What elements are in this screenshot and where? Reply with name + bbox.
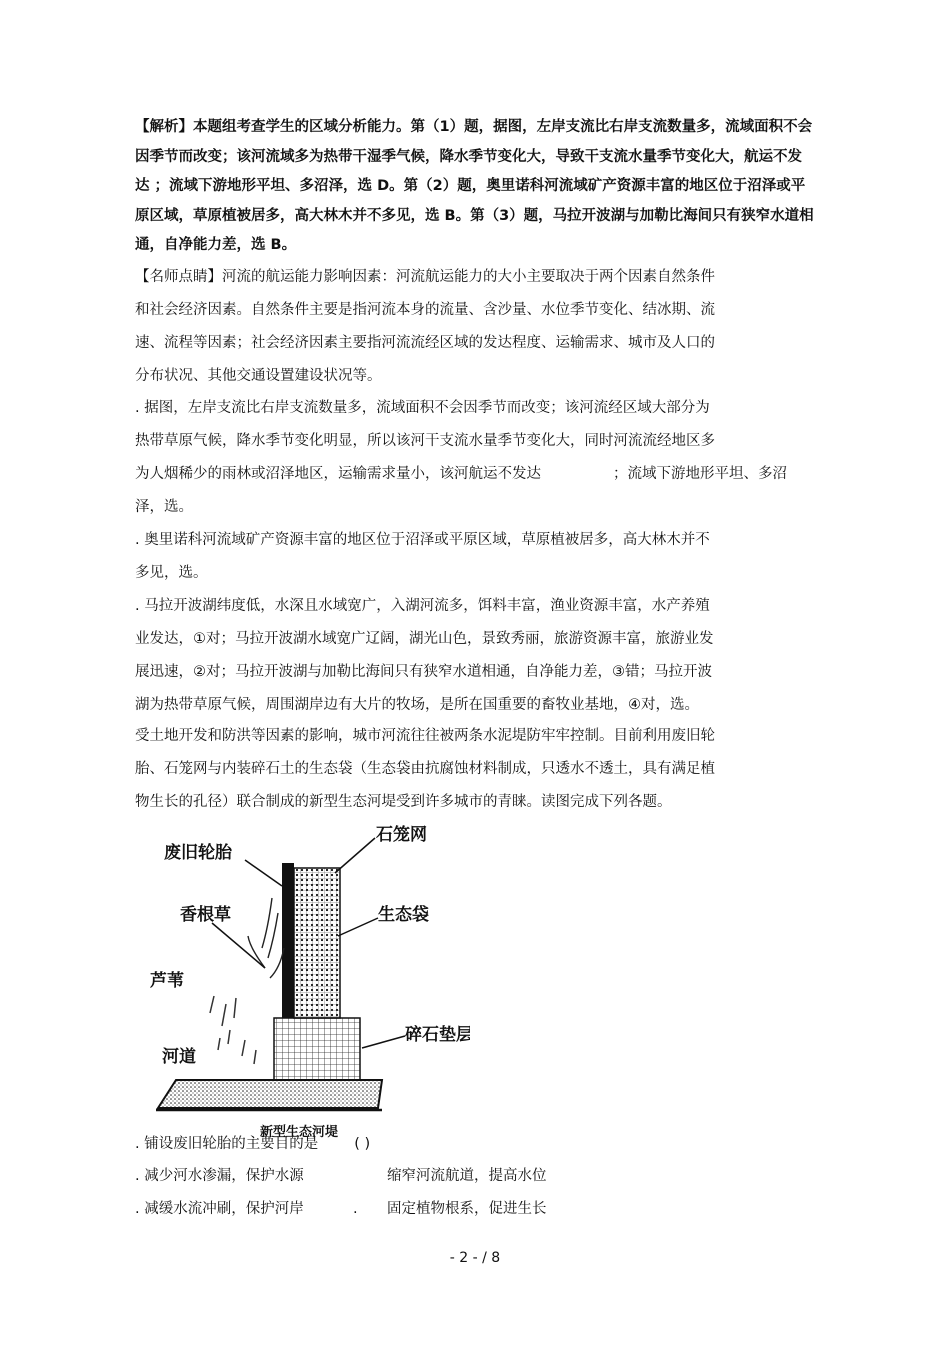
option-b[interactable]: 缩窄河流航道，提高水位 — [387, 1168, 547, 1184]
gabion-base — [274, 1018, 360, 1080]
options-row-1 — [135, 1166, 547, 1186]
analysis-line: 原区域，草原植被居多，高大林木并不多见，选 B。第（3）题，马拉开波湖与加勒比海间只有狭窄水道相 — [135, 208, 814, 224]
intro-line: 物生长的孔径）联合制成的新型生态河堤受到许多城市的青睐。读图完成下列各题。 — [135, 794, 672, 810]
question-stem — [135, 1134, 370, 1154]
gabion-label: 石笼网 — [376, 825, 427, 845]
analysis-line: 达 ；流域下游地形平坦、多沼泽，选 D。第（2）题，奥里诺科河流域矿产资源丰富的地区位于沼泽或平 — [135, 178, 806, 194]
page-number: - 2 - / 8 — [449, 1250, 501, 1266]
intro-line: 胎、石笼网与内装碎石土的生态袋（生态袋由抗腐蚀材料制成，只透水不透土，具有满足植 — [135, 761, 715, 777]
options-row-2 — [135, 1199, 547, 1219]
option-a[interactable]: . 减少河水渗漏，保护水源 — [135, 1168, 304, 1184]
tip-line: 分布状况、其他交通设置建设状况等。 — [135, 368, 382, 384]
analysis-line: 通，自净能力差，选 B。 — [135, 237, 297, 253]
explanation-line-part: ；流域下游地形平坦、多沼 — [613, 466, 787, 482]
explanation-line-part: 为人烟稀少的雨林或沼泽地区，运输需求量小，该河航运不发达 — [135, 466, 541, 482]
embankment-figure — [150, 818, 470, 1148]
tire-strip — [282, 863, 294, 1018]
explanation-line: 泽，选。 — [135, 499, 193, 515]
explanation-line: 业发达，①对；马拉开波湖水域宽广辽阔，湖光山色，景致秀丽，旅游资源丰富，旅游业发 — [135, 631, 714, 647]
option-d[interactable]: 固定植物根系，促进生长 — [387, 1201, 547, 1217]
explanation-line: 多见，选。 — [135, 565, 208, 581]
gravel-label: 碎石垫层 — [405, 1025, 470, 1045]
analysis-line: 因季节而改变；该河流域多为热带干湿季气候，降水季节变化大，导致干支流水量季节变化大，航运不发 — [135, 149, 802, 165]
analysis-line: 【解析】本题组考查学生的区域分析能力。第（1）题，据图，左岸支流比右岸支流数量多，流域面积不会 — [135, 119, 813, 135]
tip-line: 和社会经济因素。自然条件主要是指河流本身的流量、含沙量、水位季节变化、结冰期、流 — [135, 302, 715, 318]
river-label: 河道 — [162, 1047, 196, 1067]
figure-caption: 新型生态河堤 — [260, 1125, 339, 1140]
explanation-line: . 据图，左岸支流比右岸支流数量多，流域面积不会因季节而改变；该河流经区域大部分为 — [135, 400, 710, 416]
answer-paren: ( ) — [354, 1136, 371, 1152]
option-d-marker: . — [353, 1201, 358, 1217]
explanation-line: . 马拉开波湖纬度低，水深且水域宽广，入湖河流多，饵料丰富，渔业资源丰富，水产养殖 — [135, 598, 710, 614]
tip-line: 【名师点睛】河流的航运能力影响因素：河流航运能力的大小主要取决于两个因素自然条件 — [135, 269, 715, 285]
explanation-line: . 奥里诺科河流域矿产资源丰富的地区位于沼泽或平原区域，草原植被居多，高大林木并不 — [135, 532, 710, 548]
question-text: . 铺设废旧轮胎的主要目的是 — [135, 1136, 319, 1152]
vetiver-plant — [248, 898, 284, 978]
option-c[interactable]: . 减缓水流冲刷，保护河岸 — [135, 1201, 304, 1217]
gravel-bed — [156, 1080, 382, 1110]
ecobag-label: 生态袋 — [378, 905, 429, 925]
tire-label: 废旧轮胎 — [164, 843, 232, 863]
explanation-line: 湖为热带草原气候，周围湖岸边有大片的牧场，是所在国重要的畜牧业基地，④对，选。 — [135, 697, 699, 713]
explanation-line — [135, 464, 787, 484]
tip-line: 速、流程等因素；社会经济因素主要指河流流经区域的发达程度、运输需求、城市及人口的 — [135, 335, 715, 351]
intro-line: 受土地开发和防洪等因素的影响，城市河流往往被两条水泥堤防牢牢控制。目前利用废旧轮 — [135, 728, 715, 744]
reed-plant — [210, 996, 256, 1064]
explanation-line: 热带草原气候，降水季节变化明显，所以该河干支流水量季节变化大，同时河流流经地区多 — [135, 433, 715, 449]
reed-label: 芦苇 — [150, 971, 184, 991]
explanation-line: 展迅速，②对；马拉开波湖与加勒比海间只有狭窄水道相通，自净能力差，③错；马拉开波 — [135, 664, 712, 680]
vetiver-label: 香根草 — [180, 905, 231, 925]
embankment-diagram — [150, 818, 470, 1148]
